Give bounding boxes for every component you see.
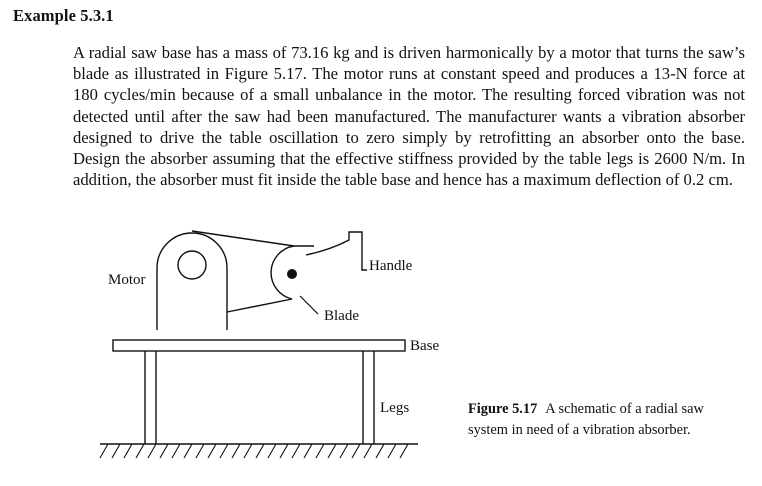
figure-caption-label: Figure 5.17 <box>468 401 538 417</box>
handle-label: Handle <box>369 258 413 274</box>
motor-circle <box>178 251 206 279</box>
figure-caption <box>468 399 738 440</box>
arm-bottom <box>227 299 292 312</box>
blade-hub <box>287 269 297 279</box>
blade-label: Blade <box>324 308 359 324</box>
example-title: Example 5.3.1 <box>13 6 114 25</box>
arm-top <box>192 231 294 246</box>
table-base <box>113 340 405 351</box>
motor-housing <box>157 233 227 330</box>
base-label: Base <box>410 338 440 354</box>
handle <box>306 232 367 270</box>
ground-hatching <box>100 444 408 458</box>
motor-label: Motor <box>108 272 146 288</box>
legs-label: Legs <box>380 400 410 416</box>
problem-statement: A radial saw base has a mass of 73.16 kg and is driven harmonically by a motor that turns the saw’s blade as illustrated in Figure 5.17. The motor runs at constant speed and produces a 13-N force at 180 cycles/min because of a small unbalance in the motor. The resulting forced vibration was not detected until after the saw had been manufactured. The manufacturer wants a vibration absorber designed to drive the table oscillation to zero simply by retrofitting an absorber onto the base. Design the absorber assuming that the effective stiffness provided by the table legs is 2600 N/m. In addition, the absorber must fit inside the table base and hence has a maximum deflection of 0.2 cm. <box>73 43 745 190</box>
blade-leader <box>300 296 318 314</box>
figure-caption-text: A schematic of a radial saw system in need of a vibration absorber. <box>468 401 704 438</box>
